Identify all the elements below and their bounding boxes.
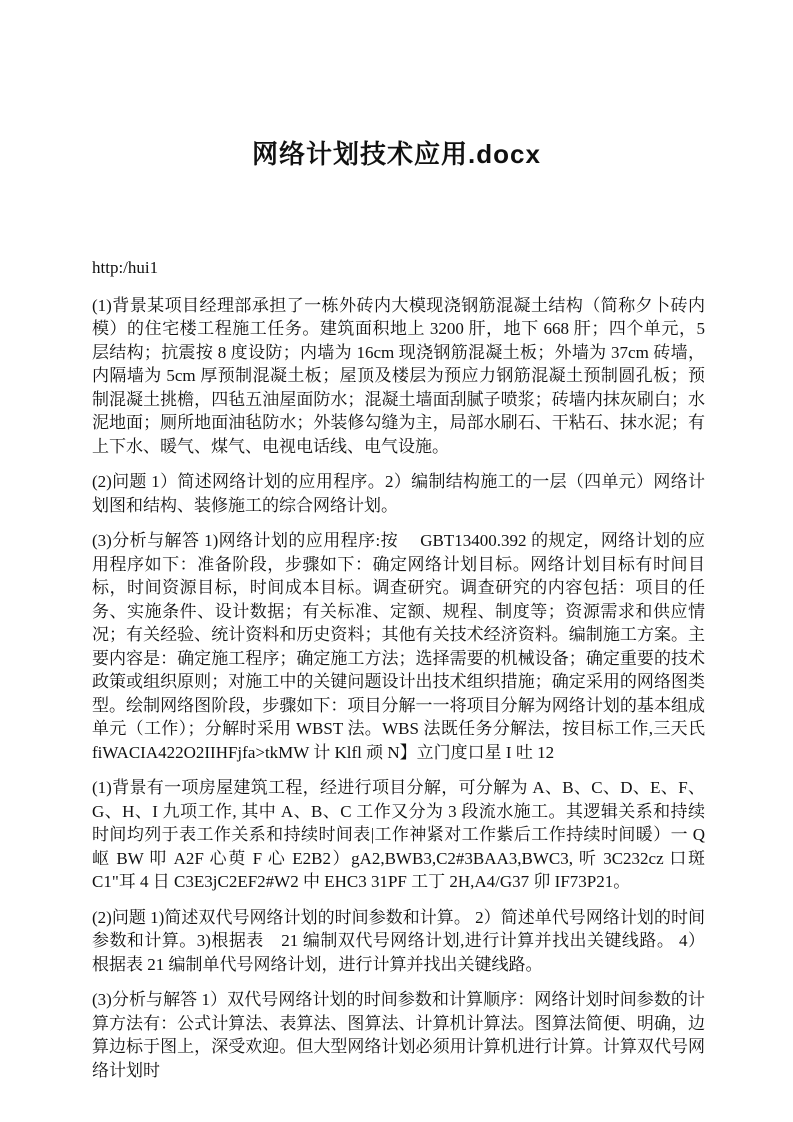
paragraph-question-1: (2)问题 1）简述网络计划的应用程序。2）编制结构施工的一层（四单元）网络计划图和结构、装修施工的综合网络计划。 (92, 472, 705, 515)
paragraph-background-1: (1)背景某项目经理部承担了一栋外砖内大模现浇钢筋混凝土结构（简称夕卜砖内模）的住宅楼工程施工任务。建筑面积地上 3200 肝，地下 668 肝；四个单元，5 层结构；抗震按 8 度设防；内墙为 16cm 现浇钢筋混凝土板；外墙为 37cm 砖墙，内隔墙为 5cm 厚预制混凝土板；屋顶及楼层为预应力钢筋混凝土预制圆孔板；预制混凝土挑檐，四毡五油屋面防水；混凝土墙面刮腻子喷浆；砖墙内抹灰刷白；水泥地面；厕所地面油毡防水；外装修勾缝为主，局部水刷石、干粘石、抹水泥；有上下水、暖气、煤气、电视电话线、电气设施。 (92, 295, 705, 456)
document-title: 网络计划技术应用.docx (252, 139, 541, 169)
paragraph-background-2: (1)背景有一项房屋建筑工程，经进行项目分解，可分解为 A、B、C、D、E、F、G、H、I 九项工作, 其中 A、B、C 工作又分为 3 段流水施工。其逻辑关系和持续时间均列于表工作关系和持续时间表|工作神紧对工作紫后工作持续时间暖）一 Q 岖 BW 叩 A2F 心萸 F 心 E2B2）gA2,BWB3,C2#3BAA3,BWC3, 听 3C232cz 口斑 C1"耳 4 日 C3E3jC2EF2#W2 中 EHC3 31PF 工丁 2H,A4/G37 卯 IF73P21。 (92, 778, 705, 891)
url-text: http:/hui1 (92, 258, 159, 277)
paragraph-analysis-2: (3)分析与解答 1）双代号网络计划的时间参数和计算顺序：网络计划时间参数的计算方法有：公式计算法、表算法、图算法、计算机计算法。图算法简便、明确，边算边标于图上，深受欢迎。但大型网络计划必须用计算机进行计算。计算双代号网络计划时 (92, 990, 705, 1080)
paragraph-analysis-1: (3)分析与解答 1)网络计划的应用程序:按 GBT13400.392 的规定，网络计划的应用程序如下：准备阶段，步骤如下：确定网络计划目标。网络计划目标有时间目标，时间资源目标，时间成本目标。调查研究。调查研究的内容包括：项目的任务、实施条件、设计数据；有关标准、定额、规程、制度等；资源需求和供应情况；有关经验、统计资料和历史资料；其他有关技术经济资料。编制施工方案。主要内容是：确定施工程序；确定施工方法；选择需要的机械设备；确定重要的技术政策或组织原则；对施工中的关键问题设计出技术组织措施；确定采用的网络图类型。绘制网络图阶段，步骤如下：项目分解一一将项目分解为网络计划的基本组成单元（工作）；分解时采用 WBST 法。WBS 法既任务分解法，按目标工作,三天氏 fiWACIA422O2IIHFjfa>tkMW 计 Klfl 顽 N】立门度口星 I 吐 12 (92, 531, 705, 762)
paragraph-question-2: (2)问题 1)简述双代号网络计划的时间参数和计算。 2）简述单代号网络计划的时间参数和计算。3)根据表 21 编制双代号网络计划,进行计算并找出关键线路。 4）根据表 21 编制单代号网络计划，进行计算并找出关键线路。 (92, 907, 705, 974)
document-body (92, 256, 705, 1082)
